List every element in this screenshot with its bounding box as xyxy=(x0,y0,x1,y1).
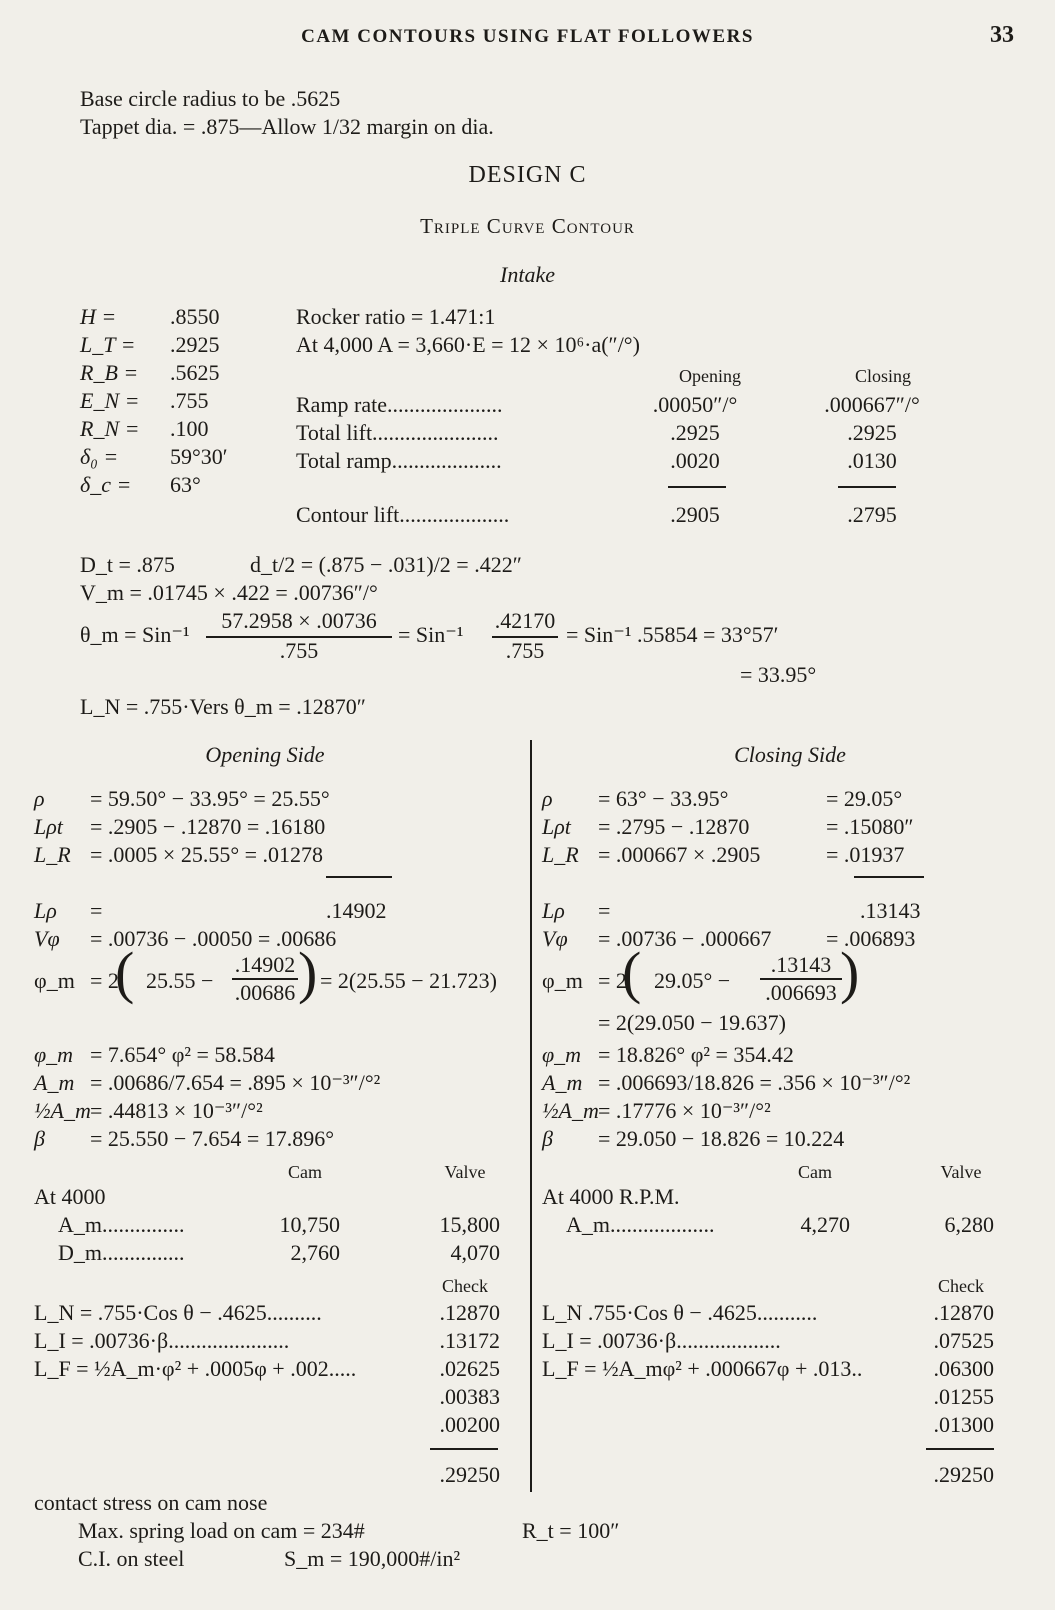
valve-value: 4,070 xyxy=(450,1240,500,1265)
closing-phi-num: .13143 xyxy=(770,952,832,977)
check-value: .00200 xyxy=(439,1412,500,1437)
param-value: .755 xyxy=(170,388,209,413)
closing-symbol: Lρt xyxy=(542,814,571,839)
ramp-row-label: Total lift....................... xyxy=(296,420,499,445)
rule xyxy=(926,1448,994,1450)
opening-symbol: ½A_m xyxy=(34,1098,91,1123)
param-symbol: H = xyxy=(80,304,117,329)
check-value: .12870 xyxy=(933,1300,994,1325)
closing-expression: = .000667 × .2905 xyxy=(598,842,761,867)
closing-side-title: Closing Side xyxy=(734,742,846,767)
opening-expression: = .44813 × 10⁻³″/°² xyxy=(90,1098,263,1123)
param-value: 59°30′ xyxy=(170,444,228,469)
opening-symbol: ρ xyxy=(34,786,45,811)
check-value: .01300 xyxy=(933,1412,994,1437)
param-symbol: δ₀ = xyxy=(80,444,119,469)
cam-value: 2,760 xyxy=(290,1240,340,1265)
opening-symbol: φ_m xyxy=(34,1042,74,1067)
running-header: CAM CONTOURS USING FLAT FOLLOWERS xyxy=(301,26,754,47)
paren-close: ) xyxy=(298,940,318,1005)
opening-phi-eq: = 2 xyxy=(90,968,119,993)
frac1-num: 57.2958 × .00736 xyxy=(221,608,377,633)
closing-symbol: L_R xyxy=(542,842,579,867)
closing-total: .29250 xyxy=(933,1462,994,1487)
opening-phi-num: .14902 xyxy=(234,952,296,977)
closing-expression: = xyxy=(598,898,611,923)
column-divider xyxy=(530,740,532,1492)
paren-close: ) xyxy=(840,940,860,1005)
check-label: L_I = .00736·β...................... xyxy=(34,1328,290,1353)
opening-symbol: L_R xyxy=(34,842,71,867)
ramp-closing-value: .000667″/° xyxy=(824,392,920,417)
paren-open: ( xyxy=(115,940,135,1005)
opening-expression: = 25.550 − 7.654 = 17.896° xyxy=(90,1126,335,1151)
opening-symbol: Lρ xyxy=(34,898,57,923)
valve-value: 6,280 xyxy=(944,1212,994,1237)
theta-degrees: = 33.95° xyxy=(740,662,817,687)
param-symbol: R_N = xyxy=(80,416,140,441)
opening-expression: = .0005 × 25.55° = .01278 xyxy=(90,842,324,867)
cam-head: Cam xyxy=(798,1162,832,1182)
check-value: .07525 xyxy=(933,1328,994,1353)
check-label: L_N .755·Cos θ − .4625........... xyxy=(542,1300,818,1325)
opening-side-title: Opening Side xyxy=(205,742,325,767)
ramp-opening-value: .0020 xyxy=(670,448,720,473)
closing-phi-eq: = 2 xyxy=(598,968,627,993)
cam-value: 10,750 xyxy=(279,1212,340,1237)
closing-expression: = .00736 − .000667 xyxy=(598,926,772,951)
closing-expression: = .2795 − .12870 xyxy=(598,814,750,839)
check-value: .13172 xyxy=(439,1328,500,1353)
closing-symbol: Lρ xyxy=(542,898,565,923)
closing-symbol: A_m xyxy=(542,1070,583,1095)
ramp-row-label: Ramp rate..................... xyxy=(296,392,503,417)
check-value: .06300 xyxy=(933,1356,994,1381)
closing-phi-den: .006693 xyxy=(765,980,837,1005)
page-number: 33 xyxy=(990,22,1014,48)
closing-symbol: β xyxy=(542,1126,553,1151)
cv-label: D_m............... xyxy=(58,1240,185,1265)
ramp-closing-value: .2795 xyxy=(847,502,897,527)
closing-symbol: ½A_m xyxy=(542,1098,599,1123)
vm-value: V_m = .01745 × .422 = .00736″/° xyxy=(80,580,378,605)
ramp-opening-value: .2925 xyxy=(670,420,720,445)
param-symbol: R_B = xyxy=(80,360,139,385)
rule xyxy=(326,876,392,878)
footer-ci: C.I. on steel xyxy=(78,1546,185,1571)
closing-expression: = 63° − 33.95° xyxy=(598,786,729,811)
closing-symbol: ρ xyxy=(542,786,553,811)
opening-phi-den: .00686 xyxy=(234,980,296,1005)
opening-expression: = 7.654° φ² = 58.584 xyxy=(90,1042,275,1067)
valve-head: Valve xyxy=(940,1162,982,1182)
closing-expression: = .17776 × 10⁻³″/°² xyxy=(598,1098,771,1123)
check-head: Check xyxy=(938,1276,984,1296)
check-value: .00383 xyxy=(439,1384,500,1409)
check-value: .02625 xyxy=(439,1356,500,1381)
param-value: .100 xyxy=(170,416,209,441)
valve-value: 15,800 xyxy=(439,1212,500,1237)
opening-symbol: Vφ xyxy=(34,926,60,951)
opening-expression: = xyxy=(90,898,103,923)
cam-value: 4,270 xyxy=(800,1212,850,1237)
footer-sm: S_m = 190,000#/in² xyxy=(284,1546,461,1571)
ramp-row-label: Contour lift.................... xyxy=(296,502,510,527)
closing-expression: = .006693/18.826 = .356 × 10⁻³″/°² xyxy=(598,1070,911,1095)
param-symbol: δ_c = xyxy=(80,472,132,497)
valve-head: Valve xyxy=(444,1162,486,1182)
rule xyxy=(668,486,726,488)
opening-expression: = .00736 − .00050 = .00686 xyxy=(90,926,337,951)
intro-line-1: Base circle radius to be .5625 xyxy=(80,86,341,111)
frac2-den: .755 xyxy=(505,638,545,663)
ln-value: L_N = .755·Vers θ_m = .12870″ xyxy=(80,694,366,719)
opening-symbol: Lρt xyxy=(34,814,63,839)
closing-value: = .006893 xyxy=(826,926,916,951)
check-value: .01255 xyxy=(933,1384,994,1409)
param-symbol: L_T = xyxy=(80,332,136,357)
closing-header: Closing xyxy=(854,366,911,386)
theta-lhs: θ_m = Sin⁻¹ xyxy=(80,622,190,647)
design-subtitle: Triple Curve Contour xyxy=(420,214,635,238)
opening-at: At 4000 xyxy=(34,1184,106,1209)
theta-rhs: = Sin⁻¹ .55854 = 33°57′ xyxy=(566,622,779,647)
opening-total: .29250 xyxy=(439,1462,500,1487)
cv-label: A_m................... xyxy=(566,1212,715,1237)
footer-spring-load: Max. spring load on cam = 234# xyxy=(78,1518,365,1543)
opening-phi-sym: φ_m xyxy=(34,968,75,993)
design-title: DESIGN C xyxy=(468,162,587,188)
footer-rt: R_t = 100″ xyxy=(522,1518,620,1543)
eq-sin: = Sin⁻¹ xyxy=(398,622,464,647)
rule xyxy=(430,1448,498,1450)
closing-expression: = 18.826° φ² = 354.42 xyxy=(598,1042,794,1067)
param-value: .5625 xyxy=(170,360,220,385)
ramp-opening-value: .2905 xyxy=(670,502,720,527)
opening-expression: = .00686/7.654 = .895 × 10⁻³″/°² xyxy=(90,1070,381,1095)
rule xyxy=(854,876,924,878)
ramp-closing-value: .2925 xyxy=(847,420,897,445)
check-label: L_F = ½A_m·φ² + .0005φ + .002..... xyxy=(34,1356,357,1381)
closing-value: = .15080″ xyxy=(826,814,914,839)
check-label: L_I = .00736·β................... xyxy=(542,1328,781,1353)
check-label: L_N = .755·Cos θ − .4625.......... xyxy=(34,1300,322,1325)
param-value: 63° xyxy=(170,472,201,497)
dt-value: D_t = .875 xyxy=(80,552,175,577)
opening-expression: = 59.50° − 33.95° = 25.55° xyxy=(90,786,330,811)
cam-head: Cam xyxy=(288,1162,322,1182)
section-title: Intake xyxy=(500,262,555,287)
rule xyxy=(838,486,896,488)
check-value: .12870 xyxy=(439,1300,500,1325)
acceleration-relation: At 4,000 A = 3,660·E = 12 × 10⁶·a(″/°) xyxy=(296,332,640,357)
footer-line-1: contact stress on cam nose xyxy=(34,1490,268,1515)
closing-phi-line2: = 2(29.050 − 19.637) xyxy=(598,1010,786,1035)
frac1-den: .755 xyxy=(279,638,319,663)
closing-at: At 4000 R.P.M. xyxy=(542,1184,680,1209)
opening-symbol: A_m xyxy=(34,1070,75,1095)
rocker-ratio: Rocker ratio = 1.471:1 xyxy=(296,304,496,329)
opening-phi-rhs: = 2(25.55 − 21.723) xyxy=(320,968,497,993)
frac2-num: .42170 xyxy=(494,608,556,633)
paren-open: ( xyxy=(622,940,642,1005)
opening-phi-a: 25.55 − xyxy=(146,968,214,993)
closing-phi-a: 29.05° − xyxy=(654,968,731,993)
opening-header: Opening xyxy=(679,366,741,386)
opening-symbol: β xyxy=(34,1126,45,1151)
check-label: L_F = ½A_mφ² + .000667φ + .013.. xyxy=(542,1356,863,1381)
check-head: Check xyxy=(442,1276,488,1296)
closing-value: = .01937 xyxy=(826,842,905,867)
intro-line-2: Tappet dia. = .875—Allow 1/32 margin on dia. xyxy=(80,114,494,139)
closing-value: .13143 xyxy=(860,898,921,923)
ramp-opening-value: .00050″/° xyxy=(652,392,738,417)
param-value: .2925 xyxy=(170,332,220,357)
opening-value: .14902 xyxy=(326,898,387,923)
closing-expression: = 29.050 − 18.826 = 10.224 xyxy=(598,1126,845,1151)
ramp-closing-value: .0130 xyxy=(847,448,897,473)
dt-half: d_t/2 = (.875 − .031)/2 = .422″ xyxy=(250,552,522,577)
cv-label: A_m............... xyxy=(58,1212,185,1237)
param-symbol: E_N = xyxy=(80,388,140,413)
closing-phi-sym: φ_m xyxy=(542,968,583,993)
closing-value: = 29.05° xyxy=(826,786,903,811)
closing-symbol: φ_m xyxy=(542,1042,582,1067)
closing-symbol: Vφ xyxy=(542,926,568,951)
ramp-row-label: Total ramp.................... xyxy=(296,448,502,473)
param-value: .8550 xyxy=(170,304,220,329)
opening-expression: = .2905 − .12870 = .16180 xyxy=(90,814,326,839)
